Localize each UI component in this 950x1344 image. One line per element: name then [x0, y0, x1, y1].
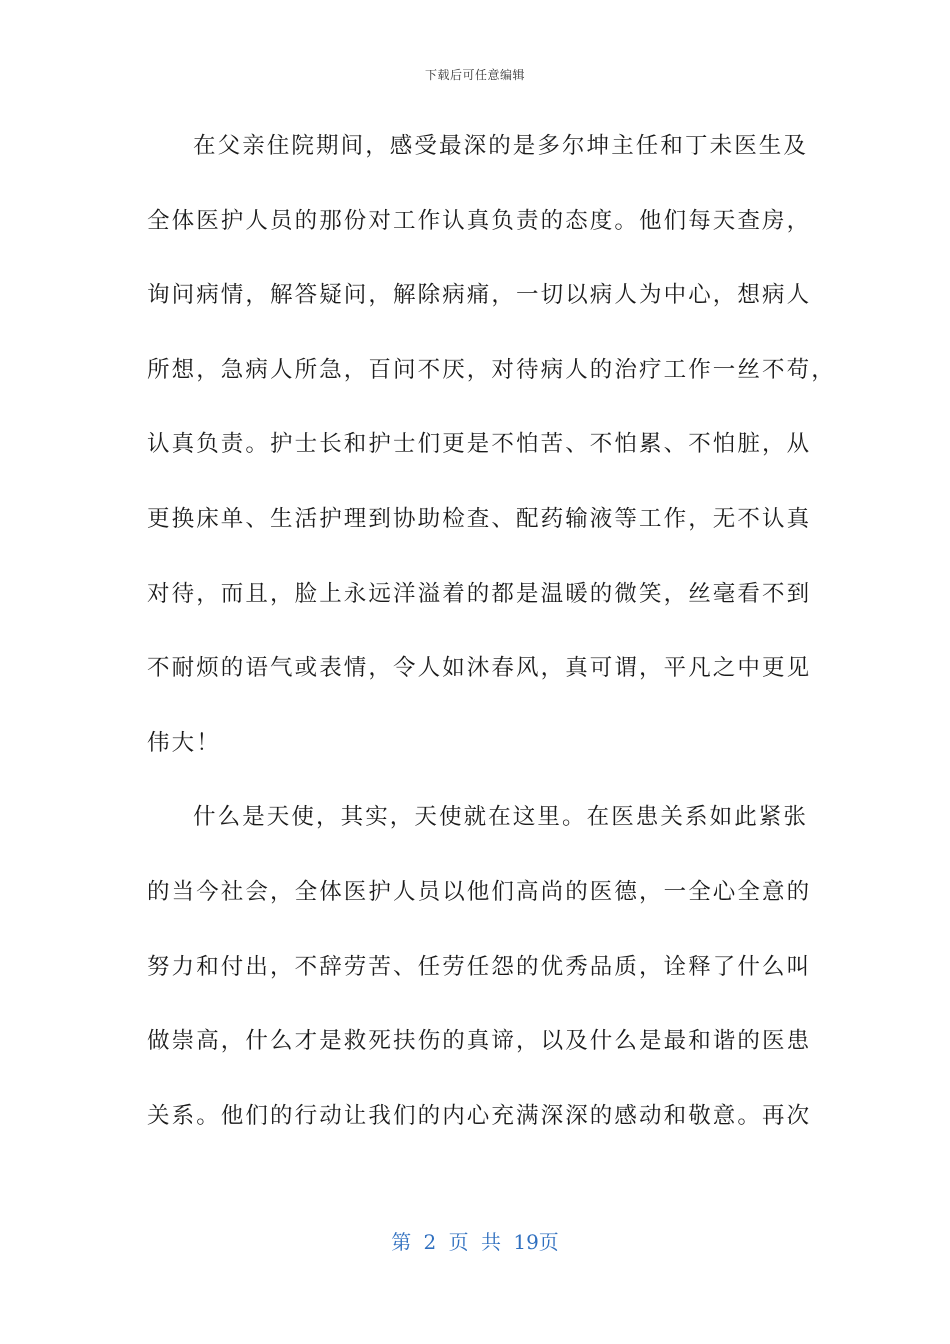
paragraph-2-line-4: 做崇高，什么才是救死扶伤的真谛，以及什么是最和谐的医患: [147, 1028, 812, 1055]
paragraph-1-line-1: 在父亲住院期间，感受最深的是多尔坤主任和丁未医生及: [193, 133, 809, 159]
paragraph-2-line-3: 努力和付出，不辞劳苦、任劳任怨的优秀品质，诠释了什么叫: [147, 953, 812, 980]
paragraph-1-line-8: 不耐烦的语气或表情，令人如沐春风，真可谓，平凡之中更见: [147, 655, 812, 682]
body-text: [147, 124, 836, 1168]
paragraph-1-line-2: 全体医护人员的那份对工作认真负责的态度。他们每天查房，: [147, 207, 812, 234]
paragraph-1-line-6: 更换床单、生活护理到协助检查、配药输液等工作，无不认真: [147, 505, 812, 532]
paragraph-1-line-5: 认真负责。护士长和护士们更是不怕苦、不怕累、不怕脏，从: [147, 431, 812, 458]
paragraph-1-line-4: 所想，急病人所急，百问不厌，对待病人的治疗工作一丝不苟，: [147, 356, 836, 383]
paragraph-2-line-1: 什么是天使，其实，天使就在这里。在医患关系如此紧张: [193, 804, 809, 831]
paragraph-2-line-5: 关系。他们的行动让我们的内心充满深深的感动和敬意。再次: [147, 1102, 812, 1129]
paragraph-2-line-2: 的当今社会，全体医护人员以他们高尚的医德，一全心全意的: [147, 878, 812, 905]
header-note: 下载后可任意编辑: [424, 68, 525, 82]
paragraph-1-line-9: 伟大！: [147, 729, 221, 756]
paragraph-1-line-7: 对待，而且，脸上永远洋溢着的都是温暖的微笑，丝毫看不到: [147, 580, 812, 607]
page-number-footer: 第 2 页 共 19页: [391, 1230, 559, 1254]
paragraph-1-line-3: 询问病情，解答疑问，解除病痛，一切以病人为中心，想病人: [147, 282, 812, 309]
